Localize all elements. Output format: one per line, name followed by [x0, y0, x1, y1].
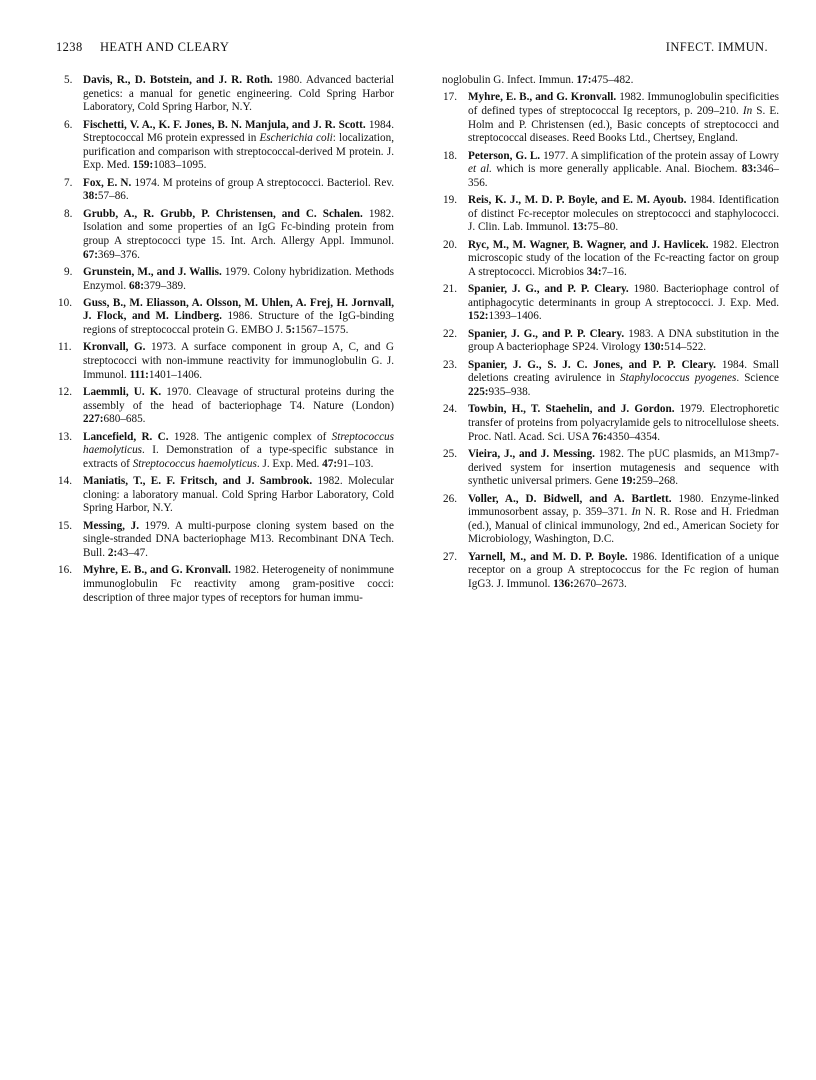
- reference-text: 1401–1406.: [148, 368, 203, 381]
- reference-authors: Vieira, J., and J. Messing.: [468, 448, 595, 461]
- reference-text: S. E. Holm and P. Christensen (ed.), Basic concepts of streptococci and streptococcal diseases. Reed Books Ltd., Chertsey, England.: [468, 104, 779, 145]
- running-head-journal: INFECT. IMMUN.: [665, 40, 768, 54]
- running-header: [56, 40, 768, 56]
- reference-volume: 2:: [107, 546, 118, 559]
- references-right-column: [442, 74, 779, 592]
- reference-authors: Myhre, E. B., and G. Kronvall.: [83, 564, 231, 577]
- reference-authors: Kronvall, G.: [83, 341, 146, 354]
- reference-number: 5.: [64, 74, 73, 86]
- reference-italic-text: In: [742, 104, 753, 117]
- reference-text: 2670–2673.: [573, 577, 627, 590]
- reference-text: 1083–1095.: [153, 159, 207, 172]
- reference-text: 1567–1575.: [295, 324, 349, 337]
- reference-volume: 34:: [586, 265, 602, 278]
- reference-entry: [57, 564, 394, 605]
- reference-text: 1977. A simplification of the protein assay of Lowry: [540, 149, 779, 162]
- reference-text: 1982. Electron microscopic study of the location of the Fc-reacting factor on group A streptococci. Microbios: [468, 238, 779, 278]
- reference-text: 1974. M proteins of group A streptococci. Bacteriol. Rev.: [131, 176, 394, 189]
- reference-italic-text: In: [631, 506, 641, 519]
- reference-entry: [442, 551, 779, 592]
- reference-text: 1982. Isolation and some properties of an IgG Fc-binding protein from group A streptococci type 15. Int. Arch. Allergy Appl. Immunol.: [83, 207, 394, 247]
- reference-text: . I. Demonstration of a type-specific substance in extracts of: [83, 444, 394, 470]
- reference-authors: Grunstein, M., and J. Wallis.: [83, 265, 222, 278]
- reference-entry: [57, 386, 394, 427]
- reference-text: 1979. Colony hybridization. Methods Enzymol.: [83, 265, 394, 292]
- reference-volume: 5:: [285, 324, 296, 337]
- reference-text: 43–47.: [117, 546, 148, 559]
- reference-number: 17.: [443, 91, 457, 104]
- reference-entry: [57, 520, 394, 561]
- reference-number: 16.: [58, 564, 72, 577]
- reference-text: 1983. A DNA substitution in the group A bacteriophage SP24. Virology: [468, 327, 779, 354]
- reference-volume: 67:: [83, 248, 98, 261]
- reference-entry: [57, 74, 394, 115]
- reference-text: 1979. A multi-purpose cloning system based on the single-stranded DNA bacteriophage M13. Recombinant DNA Tech. Bull.: [83, 519, 394, 559]
- reference-number: 6.: [64, 118, 73, 131]
- reference-text: 4350–4354.: [606, 430, 661, 443]
- reference-text: noglobulin G. Infect. Immun.: [442, 74, 577, 86]
- reference-number: 10.: [58, 296, 72, 309]
- reference-authors: Messing, J.: [83, 519, 139, 532]
- reference-text: 75–80.: [587, 221, 619, 234]
- reference-authors: Ryc, M., M. Wagner, B. Wagner, and J. Havlicek.: [468, 238, 709, 251]
- reference-text: 935–938.: [488, 386, 531, 399]
- reference-authors: Lancefield, R. C.: [83, 430, 169, 443]
- reference-volume: 136:: [553, 577, 574, 590]
- reference-volume: 17:: [576, 74, 592, 86]
- reference-number: 9.: [64, 265, 73, 278]
- reference-text: 1982. Heterogeneity of nonimmune immunoglobulin Fc reactivity among gram-positive cocci: description of three major types of receptors for human immu-: [83, 564, 394, 604]
- reference-authors: Yarnell, M., and M. D. P. Boyle.: [468, 550, 628, 563]
- reference-volume: 38:: [83, 190, 98, 203]
- reference-text: 1980. Advanced bacterial genetics: a manual for genetic engineering. Cold Spring Harbor Laboratory, Cold Spring Harbor, N.Y.: [83, 74, 394, 114]
- reference-number: 8.: [64, 207, 73, 220]
- reference-text: which is more generally applicable. Anal. Biochem.: [491, 163, 742, 176]
- reference-number: 18.: [443, 149, 457, 162]
- reference-volume: 227:: [83, 413, 104, 426]
- reference-text: 1984. Identification of distinct Fc-receptor molecules on streptococci and staphylococci. J. Clin. Lab. Immunol.: [468, 194, 780, 234]
- reference-entry: [57, 341, 394, 382]
- reference-volume: 19:: [621, 475, 637, 488]
- reference-text: 514–522.: [664, 341, 707, 354]
- reference-authors: Maniatis, T., E. F. Fritsch, and J. Sambrook.: [83, 475, 313, 488]
- reference-text: : localization, purification and comparison with streptococcal-derived M protein. J. Exp. Med.: [83, 132, 394, 172]
- reference-authors: Grubb, A., R. Grubb, P. Christensen, and C. Schalen.: [83, 207, 363, 220]
- reference-entry: [57, 297, 394, 338]
- reference-number: 26.: [443, 492, 457, 505]
- reference-number: 19.: [443, 194, 457, 207]
- reference-entry: [442, 493, 779, 547]
- reference-entry: [57, 475, 394, 516]
- reference-authors: Fox, E. N.: [83, 176, 132, 189]
- reference-text: 1973. A surface component in group A, C, and G streptococci with non-immune reactivity for immunoglobulin G. J. Immunol.: [83, 341, 394, 381]
- reference-volume: 130:: [643, 341, 665, 354]
- reference-authors: Guss, B., M. Eliasson, A. Olsson, M. Uhlen, A. Frej, H. Jornvall, J. Flock, and M. Lindberg.: [83, 296, 394, 323]
- reference-text: N. R. Rose and H. Friedman (ed.), Manual of clinical immunology, 2nd ed., American Society for Microbiology, Washington, D.C.: [468, 506, 780, 546]
- reference-number: 15.: [58, 519, 72, 532]
- reference-text: 259–268.: [636, 475, 679, 488]
- reference-entry: [442, 239, 779, 280]
- page-number: 1238: [56, 40, 83, 54]
- reference-text: 1393–1406.: [488, 310, 542, 323]
- reference-volume: 225:: [468, 386, 489, 399]
- reference-authors: Spanier, J. G., S. J. C. Jones, and P. P. Cleary.: [468, 358, 716, 371]
- reference-entry: [442, 448, 779, 489]
- reference-text: . Science: [736, 372, 779, 385]
- reference-number: 23.: [443, 358, 457, 371]
- reference-authors: Voller, A., D. Bidwell, and A. Bartlett.: [468, 492, 672, 505]
- reference-volume: 47:: [322, 457, 338, 470]
- reference-text: 1979. Electrophoretic transfer of proteins from polyacrylamide gels to nitrocellulose sheets. Proc. Natl. Acad. Sci. USA: [468, 403, 779, 443]
- reference-number: 24.: [443, 403, 457, 416]
- reference-entry: [442, 359, 779, 400]
- reference-number: 13.: [58, 430, 72, 443]
- reference-authors: Fischetti, V. A., K. F. Jones, B. N. Manjula, and J. R. Scott.: [83, 118, 366, 131]
- reference-entry: [442, 150, 779, 191]
- reference-authors: Myhre, E. B., and G. Kronvall.: [468, 91, 617, 104]
- reference-text: 1984. Streptococcal M6 protein expressed in: [83, 118, 394, 145]
- reference-text: . J. Exp. Med.: [256, 457, 323, 470]
- reference-authors: Spanier, J. G., and P. P. Cleary.: [468, 327, 625, 340]
- reference-volume: 13:: [572, 221, 588, 234]
- reference-text: 57–86.: [97, 190, 129, 203]
- reference-entry: [57, 266, 394, 293]
- reference-text: 369–376.: [97, 248, 140, 261]
- reference-entry: [57, 431, 394, 472]
- reference-volume: 152:: [468, 310, 489, 323]
- reference-authors: Towbin, H., T. Staehelin, and J. Gordon.: [468, 403, 675, 416]
- reference-text: 1986. Structure of the IgG-binding regions of streptococcal protein G. EMBO J.: [83, 310, 394, 337]
- reference-italic-text: Staphylococcus pyogenes: [620, 372, 737, 385]
- reference-volume: 111:: [129, 368, 149, 381]
- reference-text: 379–389.: [143, 279, 186, 292]
- reference-entry: [57, 208, 394, 262]
- reference-entry: [57, 119, 394, 173]
- reference-text: 1980. Bacteriophage control of antiphagocytic determinants in group A streptococci. J. Exp. Med.: [468, 283, 779, 309]
- reference-text: 1986. Identification of a unique receptor on a group A streptococcus for the Fc region of human IgG3. J. Immunol.: [468, 550, 779, 590]
- references-left-column: [57, 74, 394, 605]
- reference-italic-text: Streptococcus haemolyticus: [83, 430, 394, 457]
- reference-number: 20.: [443, 238, 457, 251]
- reference-italic-text: Streptococcus haemolyticus: [132, 457, 257, 470]
- reference-text: 1982. The pUC plasmids, an M13mp7-derived system for insertion mutagenesis and sequence with synthetic universal primers. Gene: [468, 448, 779, 488]
- reference-authors: Davis, R., D. Botstein, and J. R. Roth.: [83, 74, 273, 86]
- reference-italic-text: et al.: [468, 163, 492, 176]
- reference-text: 680–685.: [103, 413, 146, 426]
- reference-number: 22.: [443, 327, 457, 340]
- reference-authors: Reis, K. J., M. D. P. Boyle, and E. M. Ayoub.: [468, 194, 687, 207]
- reference-volume: 83:: [741, 163, 757, 176]
- reference-authors: Spanier, J. G., and P. P. Cleary.: [468, 283, 629, 296]
- reference-text: 1980. Enzyme-linked immunosorbent assay, p. 359–371.: [468, 492, 780, 519]
- reference-number: 25.: [443, 448, 457, 461]
- reference-entry: [57, 177, 394, 204]
- reference-entry: [442, 74, 779, 88]
- reference-text: 475–482.: [591, 74, 634, 86]
- reference-text: 346–356.: [468, 163, 779, 189]
- reference-entry: [442, 91, 779, 145]
- running-head-authors: HEATH AND CLEARY: [100, 40, 230, 54]
- reference-volume: 159:: [132, 159, 154, 172]
- reference-number: 12.: [58, 386, 72, 399]
- reference-authors: Peterson, G. L.: [468, 149, 541, 162]
- reference-text: 1970. Cleavage of structural proteins during the assembly of the head of bacteriophage T4. Nature (London): [83, 386, 394, 412]
- reference-text: 1928. The antigenic complex of: [168, 430, 332, 443]
- reference-text: 7–16.: [601, 265, 627, 278]
- reference-text: 1982. Immunoglobulin specificities of defined types of streptococcal Ig receptors, p. 209–210.: [468, 91, 780, 117]
- reference-italic-text: Escherichia coli: [259, 132, 333, 145]
- reference-volume: 68:: [129, 279, 144, 292]
- reference-text: 1982. Molecular cloning: a laboratory manual. Cold Spring Harbor Laboratory, Cold Spring Harbor, N.Y.: [83, 475, 394, 515]
- reference-entry: [442, 328, 779, 355]
- reference-authors: Laemmli, U. K.: [83, 386, 162, 399]
- reference-number: 11.: [58, 341, 72, 354]
- reference-number: 14.: [58, 475, 72, 488]
- reference-entry: [442, 403, 779, 444]
- reference-number: 21.: [443, 283, 457, 296]
- reference-text: 91–103.: [337, 457, 374, 470]
- reference-entry: [442, 283, 779, 324]
- reference-number: 7.: [64, 176, 73, 189]
- reference-entry: [442, 194, 779, 235]
- reference-text: 1984. Small deletions creating avirulence in: [468, 358, 779, 385]
- reference-volume: 76:: [591, 430, 607, 443]
- reference-number: 27.: [443, 550, 457, 563]
